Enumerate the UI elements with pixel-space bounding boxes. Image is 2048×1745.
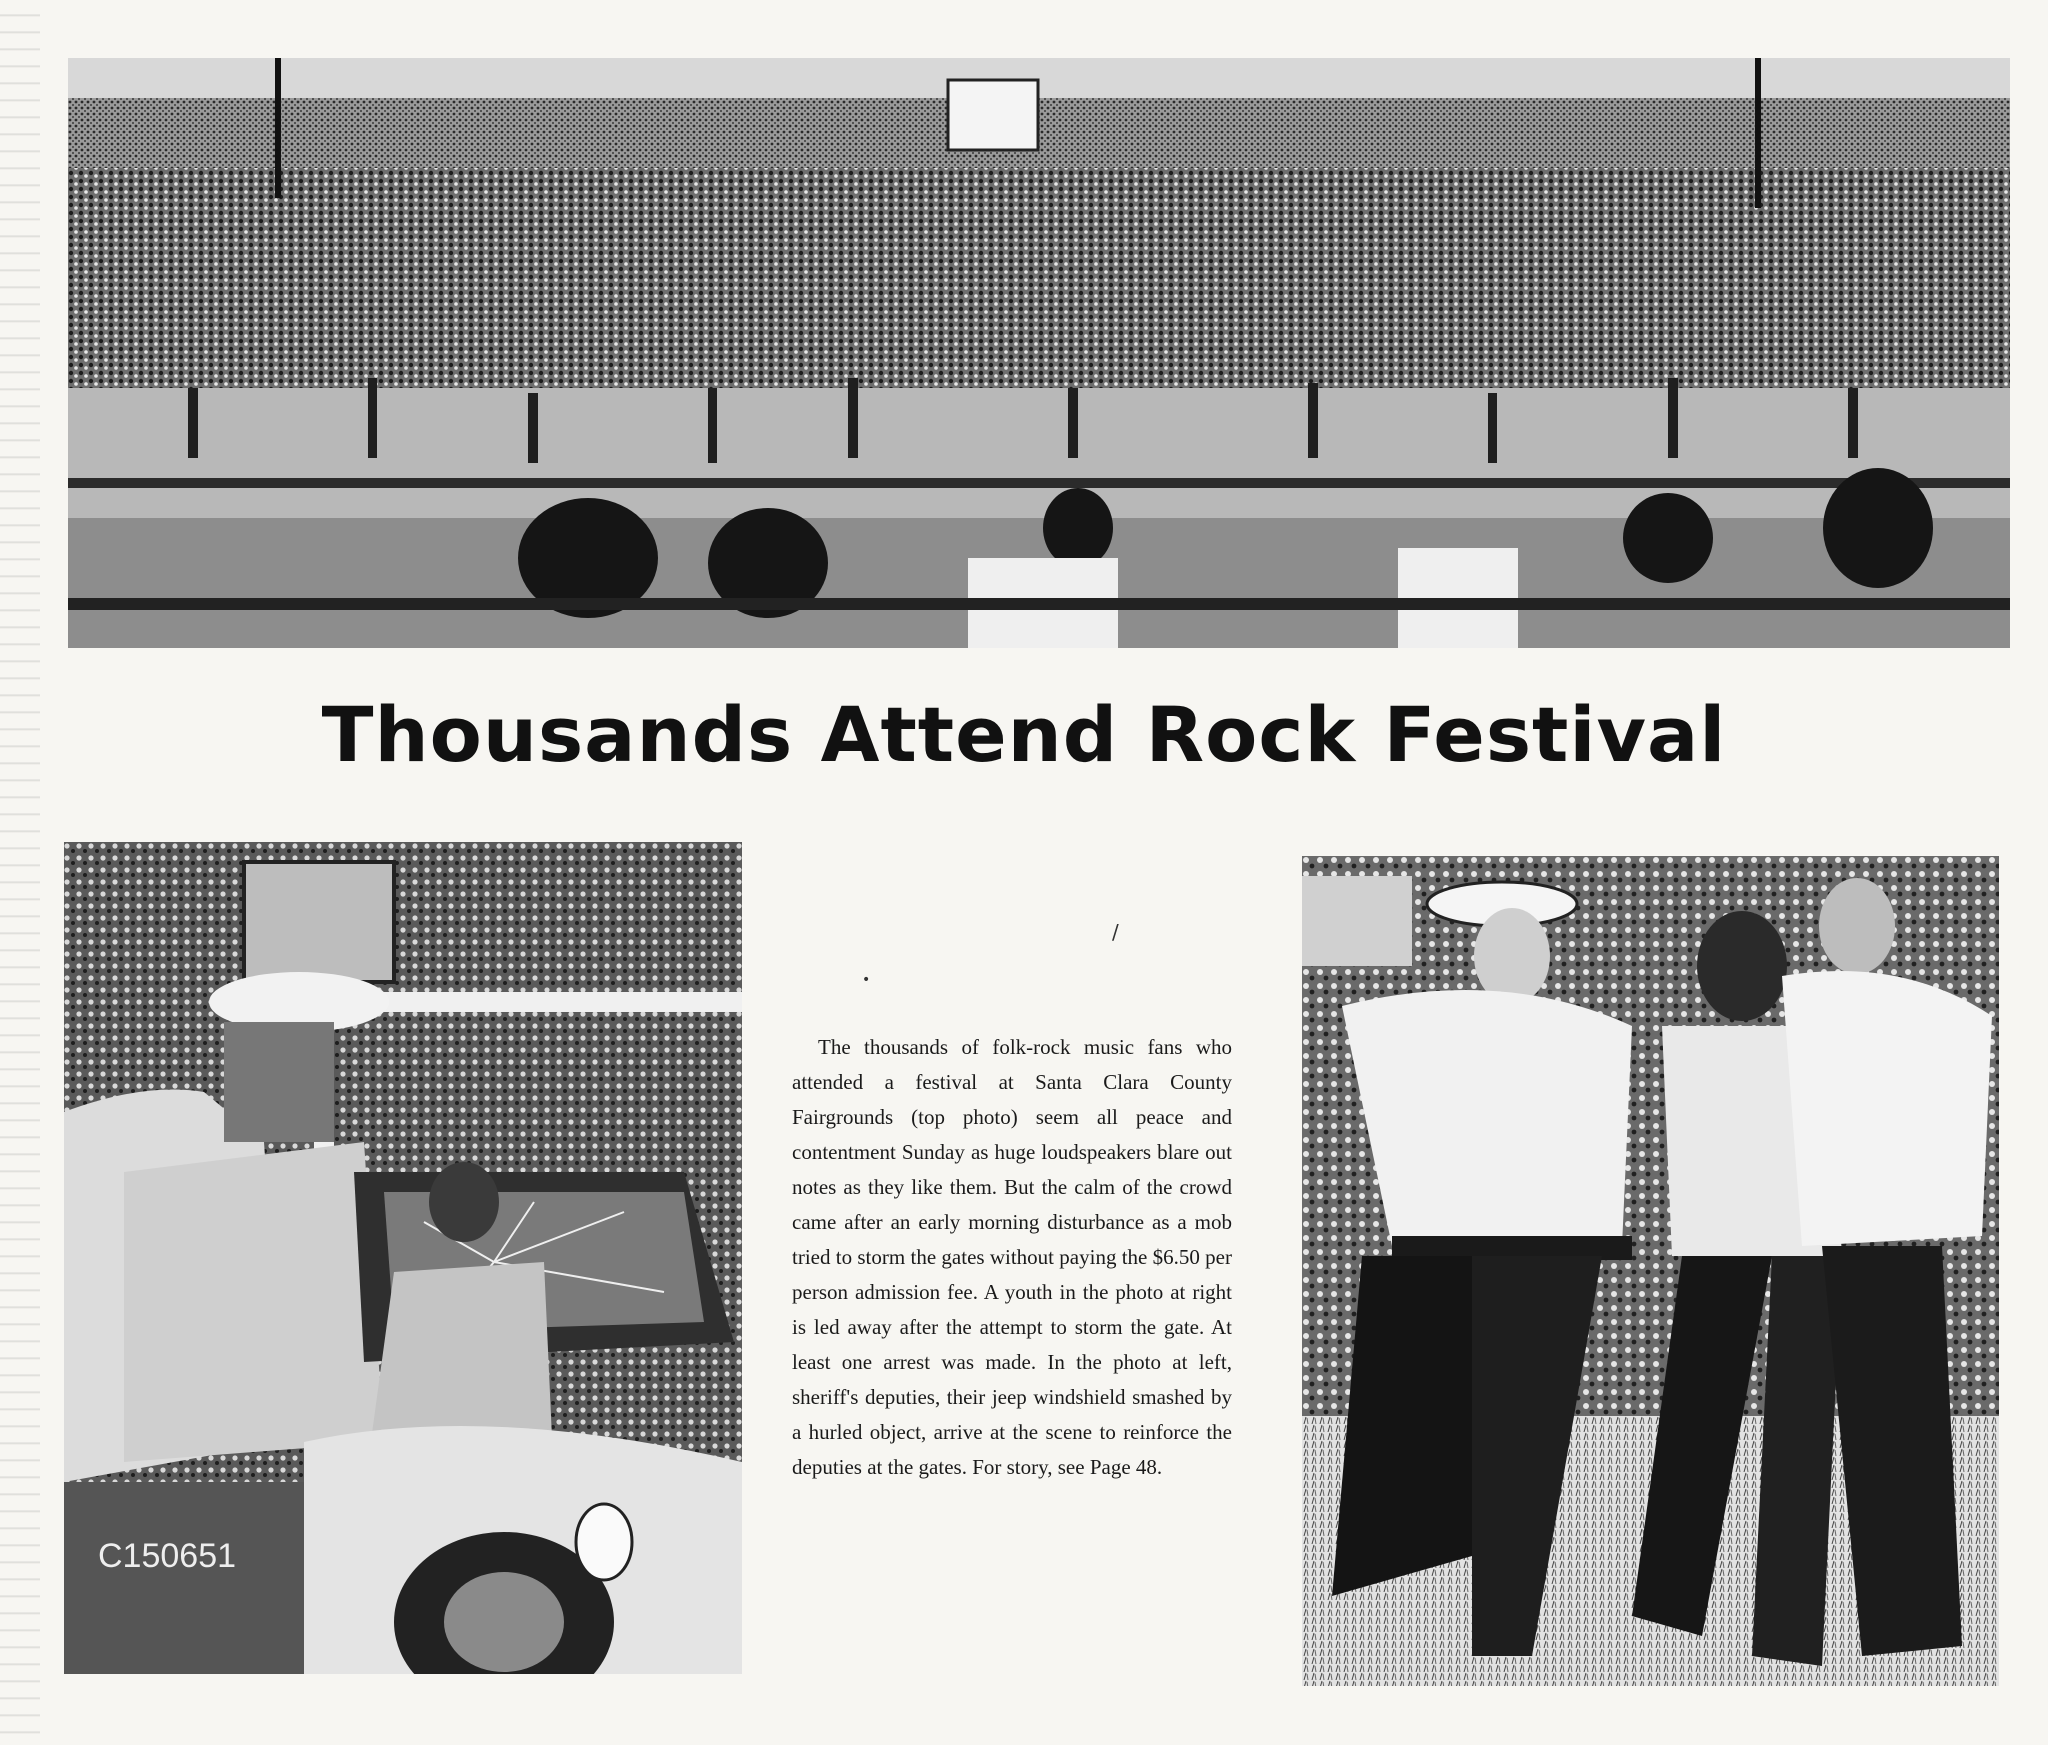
photo-caption: The thousands of folk-rock music fans who attended a festival at Santa Clara County Fairgrounds (top photo) seem all peace and contentment Sunday as huge loudspeakers blare out notes as they like them. But the calm of the crowd came after an early morning disturbance as a mob tried to storm the gates without paying the $6.50 per person admission fee. A youth in the photo at right is led away after the attempt to storm the gate. At least one arrest was made. In the photo at left, sheriff's deputies, their jeep windshield smashed by a hurled object, arrive at the scene to reinforce the deputies at the gates. For story, see Page 48. bbox=[792, 1035, 1232, 1479]
scanned-page-edge bbox=[0, 0, 40, 1745]
scan-mark: / bbox=[1112, 920, 1119, 944]
top-photo-crowd bbox=[68, 58, 2010, 648]
right-photo-youth-led-away bbox=[1302, 856, 1999, 1686]
jeep-vehicle-number: C150651 bbox=[98, 1537, 237, 1575]
scan-dot: • bbox=[862, 972, 871, 988]
headline: Thousands Attend Rock Festival bbox=[321, 690, 1727, 779]
left-photo-deputies-jeep bbox=[64, 842, 742, 1674]
